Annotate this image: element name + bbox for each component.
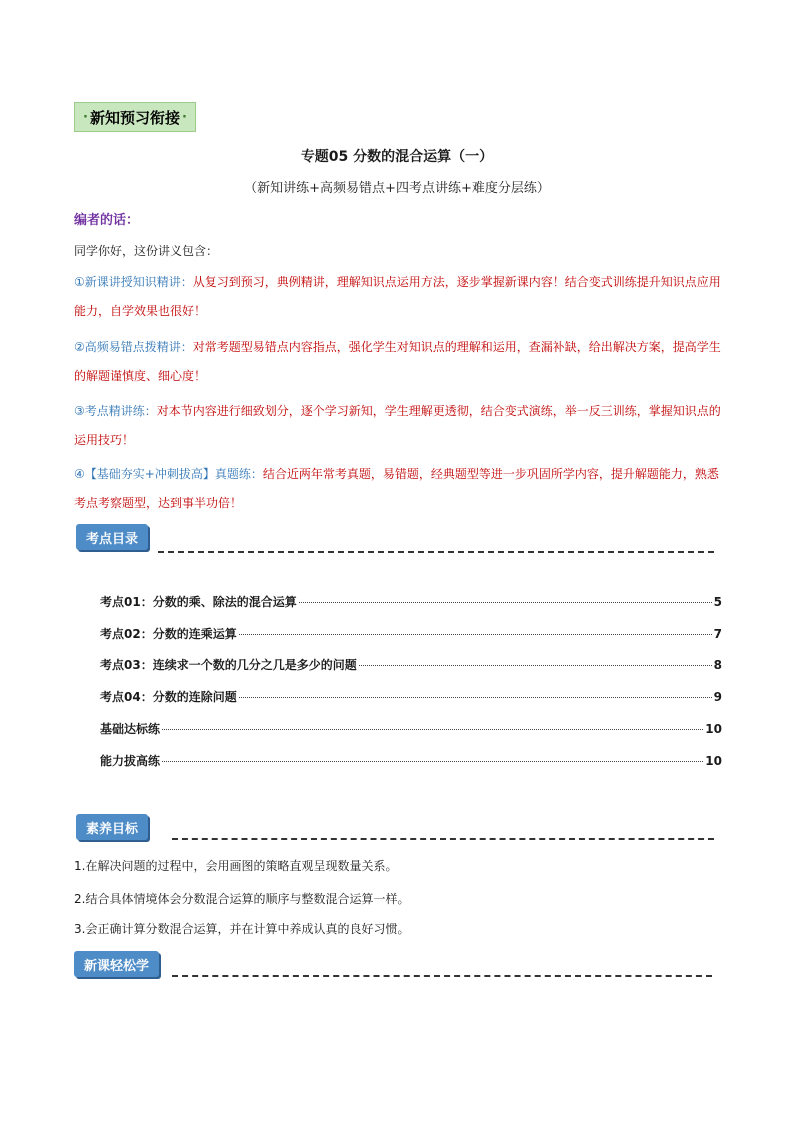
banner-label: 新知预习衔接 (89, 108, 180, 127)
intro-paragraph (74, 268, 724, 326)
toc-leader (239, 634, 712, 635)
toc-leader (239, 697, 712, 698)
goal-item: 1.在解决问题的过程中，会用画图的策略直观呈现数量关系。 (74, 859, 398, 873)
paragraph-head: ②高频易错点拨精讲： (74, 340, 193, 354)
toc-section-header: 考点目录 (76, 524, 148, 550)
toc-page-number: 9 (713, 690, 722, 704)
toc-item-label: 考点03：连续求一个数的几分之几是多少的问题 (100, 658, 357, 672)
toc-divider (158, 551, 714, 553)
toc-item-label: 考点02：分数的连乘运算 (100, 627, 237, 641)
toc-item[interactable] (100, 593, 722, 610)
paragraph-body: 对本节内容进行细致划分，逐个学习新知，学生理解更透彻，结合变式演练，举一反三训练，掌握知识点的运用技巧！ (74, 404, 721, 447)
toc-page-number: 7 (713, 627, 722, 641)
paragraph-head: ①新课讲授知识精讲： (74, 275, 193, 289)
goals-section-header: 素养目标 (76, 814, 148, 840)
toc-item[interactable] (100, 688, 722, 705)
toc-leader (359, 665, 712, 666)
paragraph-body: 结合近两年常考真题，易错题，经典题型等进一步巩固所学内容，提升解题能力，熟悉考点考察题型，达到事半功倍！ (74, 467, 719, 510)
paragraph-head: ④【基础夯实+冲刺拔高】真题练： (74, 467, 263, 481)
toc-item-label: 基础达标练 (100, 722, 161, 736)
intro-paragraph (74, 460, 724, 518)
toc-item[interactable] (100, 656, 722, 673)
page-title: 专题05 分数的混合运算（一） (300, 149, 494, 165)
toc-page-number: 10 (705, 754, 722, 768)
banner-dot-right: · (181, 109, 187, 125)
toc-leader (299, 602, 712, 603)
newlesson-divider (172, 975, 712, 977)
toc-item-label: 考点04：分数的连除问题 (100, 690, 237, 704)
goal-item: 2.结合具体情境体会分数混合运算的顺序与整数混合运算一样。 (74, 892, 410, 906)
toc-leader (162, 729, 703, 730)
toc-item-label: 考点01：分数的乘、除法的混合运算 (100, 595, 297, 609)
newlesson-section-header: 新课轻松学 (74, 951, 159, 977)
section-banner (74, 102, 196, 132)
paragraph-body: 对常考题型易错点内容指点，强化学生对知识点的理解和运用，查漏补缺，给出解决方案，提高学生的解题谨慎度、细心度！ (74, 340, 721, 383)
toc-page-number: 10 (705, 722, 722, 736)
intro-paragraph (74, 333, 724, 391)
greeting: 同学你好，这份讲义包含： (74, 244, 219, 258)
goals-divider (172, 838, 714, 840)
toc-page-number: 5 (713, 595, 722, 609)
intro-paragraph (74, 397, 724, 455)
toc-item[interactable] (100, 720, 722, 737)
paragraph-body: 从复习到预习，典例精讲，理解知识点运用方法，逐步掌握新课内容！结合变式训练提升知识点应用能力，自学效果也很好！ (74, 275, 721, 318)
goal-item: 3.会正确计算分数混合运算，并在计算中养成认真的良好习惯。 (74, 922, 410, 936)
toc-item-label: 能力拔高练 (100, 754, 161, 768)
toc-leader (162, 761, 703, 762)
toc-page-number: 8 (713, 658, 722, 672)
toc-item[interactable] (100, 752, 722, 769)
page-subtitle: （新知讲练+高频易错点+四考点讲练+难度分层练） (244, 181, 550, 196)
banner-dot-left: · (83, 109, 88, 125)
paragraph-head: ③考点精讲练： (74, 404, 157, 418)
toc-item[interactable] (100, 625, 722, 642)
editor-label: 编者的话： (74, 213, 140, 228)
